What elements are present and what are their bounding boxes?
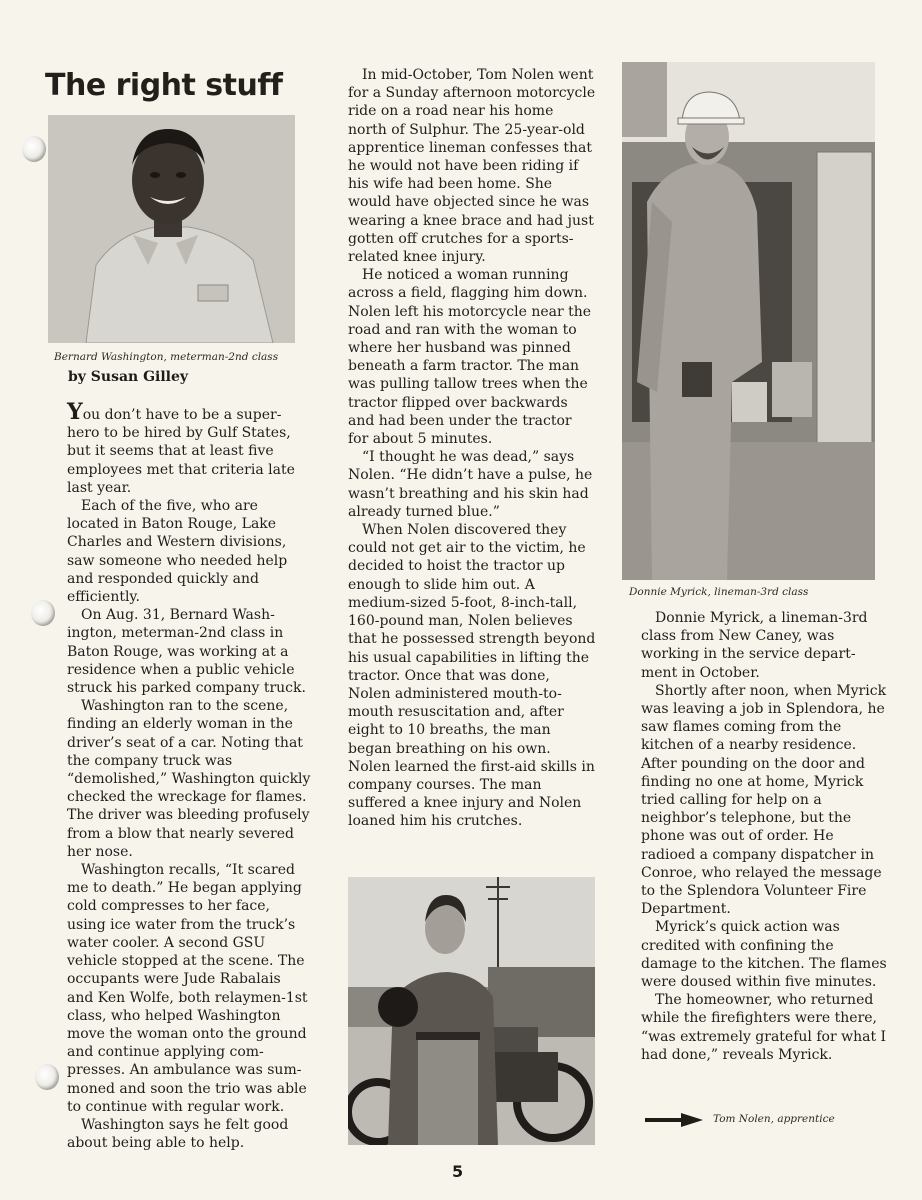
caption-washington: Bernard Washington, meterman-2nd class — [54, 351, 279, 363]
paragraph: He noticed a woman running across a field, flagging him down. Nolen left his motorcycle near the road and ran with the woman to where her husband was pinned beneath a farm tractor. The man was pulling tallow trees when the tractor flipped over backwards and had been under the tractor for about 5 minutes. — [348, 267, 592, 448]
arrow-right-icon — [645, 1112, 705, 1126]
binder-hole-top — [22, 136, 46, 162]
byline: by Susan Gilley — [68, 369, 189, 385]
paragraph: “I thought he was dead,” says Nolen. “He didn’t have a pulse, he wasn’t breathing and his skin had already turned blue.” — [348, 449, 593, 520]
photo-washington — [48, 115, 295, 343]
article-column-3 — [641, 609, 891, 1064]
paragraph: On Aug. 31, Bernard Wash-ington, meterman-2nd class in Baton Rouge, was working at a residence when a public vehicle struck his parked company truck. — [67, 607, 306, 697]
paragraph: You don’t have to be a super-hero to be hired by Gulf States, but it seems that at least five employees met that criteria late last year. — [67, 399, 295, 496]
binder-hole-bottom — [35, 1064, 59, 1090]
caption-myrick: Donnie Myrick, lineman-3rd class — [629, 586, 809, 598]
paragraph: Washington says he felt good about being able to help. — [67, 1116, 289, 1152]
paragraph: The homeowner, who returned while the firefighters were there, “was extremely grateful for what I had done,” reveals Myrick. — [641, 992, 887, 1063]
binder-hole-middle — [31, 600, 55, 626]
page-number: 5 — [452, 1162, 464, 1181]
paragraph: Washington recalls, “It scared me to death.” He began applying cold compresses to her face, using ice water from the truck’s water cooler. A second GSU vehicle stopped at the scene. The occupants were Jude Rabalais and Ken Wolfe, both relaymen-1st class, who helped Washington move the woman onto the ground and continue applying com-presses. An ambulance was sum-moned and soon the trio was able to continue with regular work. — [67, 862, 308, 1115]
article-title: The right stuff — [45, 68, 283, 103]
paragraph: Washington ran to the scene, finding an elderly woman in the driver’s seat of a car. Noting that the company truck was “demolished,” Washington quickly checked the wreckage for flames. The driver was bleeding profusely from a blow that nearly severed her nose. — [67, 698, 311, 860]
article-column-2 — [348, 66, 596, 831]
photo-nolen — [348, 877, 595, 1145]
article-column-1 — [67, 399, 311, 1152]
caption-nolen: Tom Nolen, apprentice — [713, 1113, 835, 1125]
paragraph: When Nolen discovered they could not get air to the victim, he decided to hoist the tractor up enough to slide him out. A medium-sized 5-foot, 8-inch-tall, 160-pound man, Nolen believes that he possessed strength beyond his usual capabilities in lifting the tractor. Once that was done, Nolen administered mouth-to-mouth resuscitation and, after eight to 10 breaths, the man began breathing on his own. Nolen learned the first-aid skills in company courses. The man suffered a knee injury and Nolen loaned him his crutches. — [348, 522, 596, 830]
paragraph: Donnie Myrick, a lineman-3rd class from New Caney, was working in the service depart-ment in October. — [641, 610, 868, 681]
drop-cap: Y — [67, 399, 83, 425]
paragraph: In mid-October, Tom Nolen went for a Sunday afternoon motorcycle ride on a road near his home north of Sulphur. The 25-year-old apprentice lineman confesses that he would not have been riding if his wife had been home. She would have objected since he was wearing a knee brace and had just gotten off crutches for a sports-related knee injury. — [348, 67, 596, 266]
paragraph: Each of the five, who are located in Baton Rouge, Lake Charles and Western divisions, saw someone who needed help and responded quickly and efficiently. — [67, 498, 288, 606]
photo-myrick — [622, 62, 875, 580]
paragraph: Shortly after noon, when Myrick was leaving a job in Splendora, he saw flames coming from the kitchen of a nearby residence. After pounding on the door and finding no one at home, Myrick tried calling for help on a neighbor’s telephone, but the phone was out of order. He radioed a company dispatcher in Conroe, who relayed the message to the Splendora Volunteer Fire Department. — [641, 682, 887, 918]
paragraph: Myrick’s quick action was credited with confining the damage to the kitchen. The flames were doused within five minutes. — [641, 919, 887, 991]
